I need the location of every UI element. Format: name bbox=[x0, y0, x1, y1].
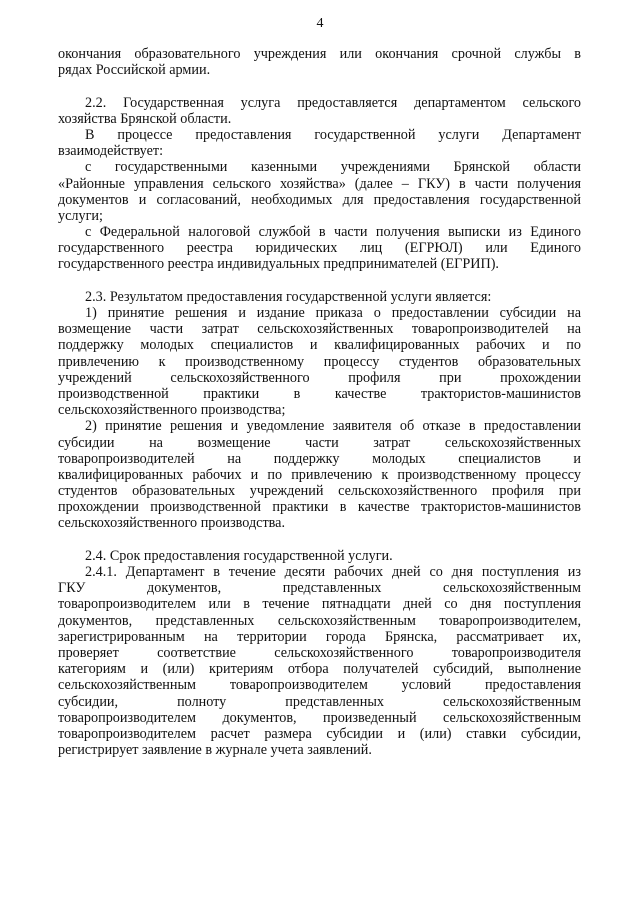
text-line: с Федеральной налоговой службой в части получения выписки из Единого bbox=[85, 224, 581, 241]
text-line: учреждений сельскохозяйственного профиля при прохождении bbox=[58, 369, 581, 386]
paragraph-gap bbox=[58, 273, 581, 289]
text-line: товаропроизводителем расчет размера субсидии и (или) ставки субсидии, bbox=[58, 725, 581, 742]
text-line: прохождении производственной практики в качестве трактористов-машинистов bbox=[58, 499, 581, 516]
paragraph bbox=[58, 127, 581, 159]
text-line: 2) принятие решения и уведомление заявителя об отказе в предоставлении bbox=[85, 418, 581, 435]
text-line: окончания образовательного учреждения или окончания срочной службы в bbox=[58, 46, 581, 62]
text-line: государственного реестра индивидуальных предпринимателей (ЕГРИП). bbox=[58, 256, 499, 273]
text-line: привлечению к производственному процессу студентов образовательных bbox=[58, 353, 581, 370]
paragraph bbox=[58, 224, 581, 273]
text-line: 2.3. Результатом предоставления государственной услуги является: bbox=[85, 288, 492, 305]
text-line: субсидии на возмещение части затрат сельскохозяйственных bbox=[58, 434, 581, 451]
text-line: квалифицированных рабочих и по привлечению к производственному процессу bbox=[58, 466, 581, 483]
paragraph bbox=[58, 548, 581, 564]
text-line: услуги; bbox=[58, 207, 103, 224]
text-line: субсидии, полноту представленных сельскохозяйственным bbox=[58, 693, 581, 710]
text-line: 1) принятие решения и издание приказа о предоставлении субсидии на bbox=[85, 305, 581, 321]
text-line: категориям и (или) критериям отбора получателей субсидий, выполнение bbox=[58, 661, 581, 678]
paragraph bbox=[58, 418, 581, 531]
text-line: документов, представленных сельскохозяйственным товаропроизводителем, bbox=[58, 612, 581, 629]
text-line: ГКУ документов, представленных сельскохозяйственным bbox=[58, 580, 581, 597]
text-line: поддержку молодых специалистов и квалифицированных рабочих и по bbox=[58, 337, 581, 354]
text-line: 2.2. Государственная услуга предоставляется департаментом сельского bbox=[85, 94, 581, 111]
text-line: взаимодействует: bbox=[58, 143, 164, 160]
text-line: товаропроизводителем документов, произведенный сельскохозяйственным bbox=[58, 709, 581, 726]
paragraph bbox=[58, 289, 581, 305]
text-line: сельскохозяйственного производства; bbox=[58, 402, 286, 419]
text-line: сельскохозяйственного производства. bbox=[58, 515, 286, 532]
text-line: хозяйства Брянской области. bbox=[58, 110, 232, 127]
text-line: зарегистрированным на территории города Брянска, рассматривает их, bbox=[58, 628, 581, 645]
text-line: проверяет соответствие сельскохозяйственного товаропроизводителя bbox=[58, 644, 581, 661]
page-number: 4 bbox=[316, 16, 324, 31]
text-line: регистрирует заявление в журнале учета заявлений. bbox=[58, 742, 372, 759]
text-line: 2.4.1. Департамент в течение десяти рабочих дней со дня поступления из bbox=[85, 564, 581, 580]
text-line: возмещение части затрат сельскохозяйственных товаропроизводителей на bbox=[58, 321, 581, 338]
text-line: сельскохозяйственным товаропроизводителем условий предоставления bbox=[58, 677, 581, 694]
text-line: производственной практики в качестве трактористов-машинистов bbox=[58, 385, 581, 402]
paragraph bbox=[58, 305, 581, 418]
document-body bbox=[58, 46, 581, 758]
text-line: товаропроизводителем или в течение пятнадцати дней со дня поступления bbox=[58, 596, 581, 613]
text-line: с государственными казенными учреждениями Брянской области bbox=[85, 159, 581, 176]
paragraph-gap bbox=[58, 78, 581, 94]
text-line: государственного реестра юридических лиц (ЕГРЮЛ) или Единого bbox=[58, 240, 581, 257]
paragraph-gap bbox=[58, 532, 581, 548]
paragraph bbox=[58, 95, 581, 127]
paragraph bbox=[58, 159, 581, 224]
text-line: В процессе предоставления государственной услуги Департамент bbox=[85, 126, 581, 143]
text-line: товаропроизводителей на поддержку молодых специалистов и bbox=[58, 450, 581, 467]
text-line: рядах Российской армии. bbox=[58, 62, 211, 79]
paragraph bbox=[58, 564, 581, 758]
text-line: «Районные управления сельского хозяйства» (далее – ГКУ) в части получения bbox=[58, 175, 581, 192]
paragraph bbox=[58, 46, 581, 78]
text-line: студентов образовательных учреждений сельскохозяйственного профиля при bbox=[58, 483, 581, 500]
text-line: документов и согласований, необходимых для предоставления государственной bbox=[58, 191, 581, 208]
text-line: 2.4. Срок предоставления государственной услуги. bbox=[85, 547, 393, 564]
